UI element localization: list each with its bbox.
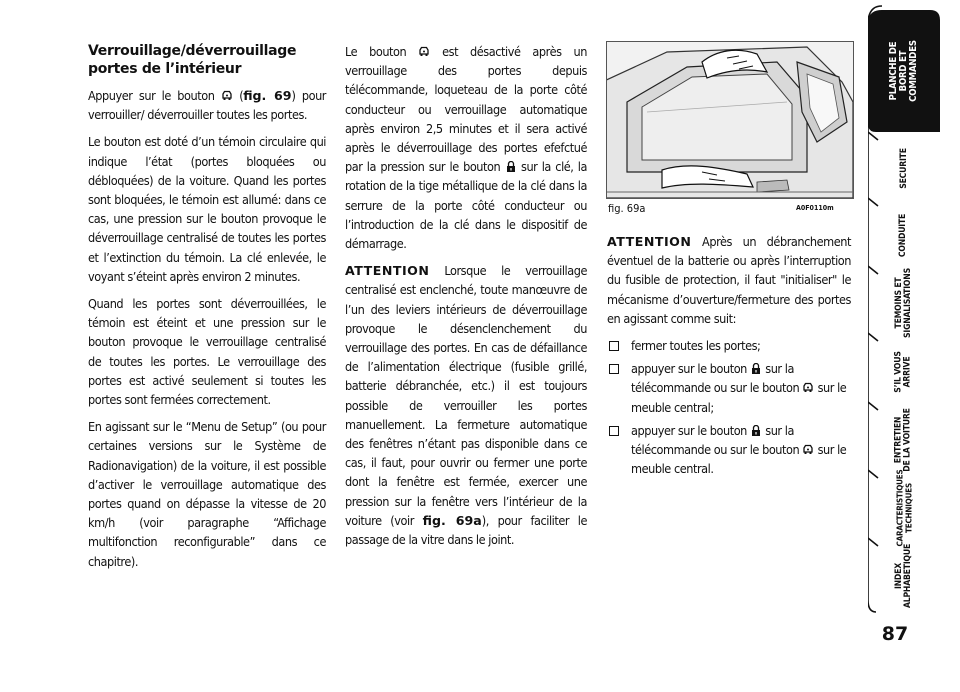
figure-ref: fig. 69 [243,88,292,103]
tab-label: ENTRETIEN [894,416,904,464]
text: sur la clé, la rotation de la tige métallique de la clé dans la serrure de la porte côté conducteur ou l’introduction de la clé dans le dispositif de démarrage. [345,159,587,252]
tab-label: INDEX [894,563,904,590]
tab-label: BORD ET [898,50,909,92]
instruction-list [607,336,851,478]
column-right [607,232,851,482]
paragraph-attention [345,261,587,549]
tab-label: S’IL VOUS [893,351,904,393]
paragraph: En agissant sur le “Menu de Setup” (ou pour certaines versions sur le Système de Radionavigation) de la voiture, il est possible d’activer le verrouillage automatique des portes quand on dépasse la vitesse de 20 km/h (voir paragraphe “Affichage multifonction reconfigurable” dans ce chapitre). [88,419,326,569]
tab-label: TEMOINS ET [893,277,904,329]
car-lock-icon [803,444,813,455]
tab-planche-de-bord[interactable] [868,10,940,132]
checkbox-bullet-icon [609,364,619,374]
padlock-icon [751,363,761,374]
checkbox-bullet-icon [609,341,619,351]
list-item [607,359,851,417]
text: sur le meuble central. [631,442,847,477]
tab-label: COMMANDES [908,40,919,102]
figure-code: A0F0110m [796,204,834,212]
page-number: 87 [881,623,909,645]
text: sur la télécommande ou sur le bouton [631,361,800,396]
text: ) pour verrouiller/ déverrouiller toutes les portes. [88,88,327,123]
car-door-illustration [607,42,853,198]
paragraph: Quand les portes sont déverrouillées, le témoin est éteint et une pression sur le bouton provoque le verrouillage centralisé de toutes les portes. Le verrouillage des portes est activé seulement si toutes les portes sont fermées correctement. [88,296,326,408]
column-left [88,42,326,579]
car-lock-icon [222,90,232,101]
text: fermer toutes les portes; [631,338,761,354]
text: Lorsque le verrouillage centralisé est enclenché, toute manœuvre de l’un des leviers intérieurs de déverrouillage provoque le désenclenchement du verrouillage des portes. En cas de défaillance de l’alimentation électrique (fusible grillé, batterie débranchée, etc.) il est toujours possible de verrouiller les portes manuellement. La fermeture automatique des fenêtres n’étant pas disponible dans ce cas, il faut, pour ouvrir ou fermer une porte dont la fenêtre est fermée, exercer une pression sur la fenêtre vers l’intérieur de la voiture (voir [345,263,587,528]
text: sur le meuble central; [631,380,847,415]
padlock-icon [506,161,516,172]
checkbox-bullet-icon [609,426,619,436]
list-item [607,336,851,355]
tab-label: CARACTERISTIQUES [895,469,904,547]
text: Le bouton [345,44,407,59]
paragraph [345,42,587,253]
tab-temoins[interactable] [868,270,940,336]
tab-label: ALPHABETIQUE [903,543,913,609]
tab-label: CONDUITE [898,213,909,257]
paragraph-intro [88,86,326,124]
tab-label: ARRIVE [902,356,913,388]
paragraph-attention [607,232,851,328]
tab-entretien[interactable] [868,406,940,474]
car-lock-icon [419,46,429,57]
text: sur la télécommande ou sur le bouton [631,422,800,458]
padlock-icon [751,425,761,436]
tab-caracteristiques[interactable] [868,469,940,547]
chapter-sidebar [868,0,960,692]
tab-label: PLANCHE DE [888,41,899,101]
attention-label: ATTENTION [607,234,692,249]
paragraph: Le bouton est doté d’un témoin circulaire qui indique l’état (portes bloquées ou débloquées) de la voiture. Quand les portes sont bloquées, le témoin est allumé: dans ce cas, une pression sur le bouton provoque le déverrouillage centralisé de toutes les portes et l’extinction du témoin. La clé enlevée, le voyant s’éteint après environ 2 minutes. [88,134,326,284]
tab-label: TECHNIQUES [904,483,913,533]
tab-sil-vous-arrive[interactable] [868,338,940,406]
tab-label: SIGNALISATIONS [902,268,913,338]
attention-label: ATTENTION [345,263,430,279]
list-item [607,421,851,479]
text: est désactivé après un verrouillage des portes depuis télécommande, loqueteau de la porte côté conducteur ou verrouillage automatique après environ 2,5 minutes et il sera activé après le déverrouillage des portes efefctué par la pression sur le bouton [345,44,587,175]
text: Appuyer sur le bouton [88,88,215,103]
car-lock-icon [803,382,813,393]
tab-securite[interactable] [868,136,940,200]
section-heading: Verrouillage/déverrouillage portes de l’intérieur [88,43,297,77]
tab-conduite[interactable] [868,202,940,268]
column-middle [345,42,587,557]
tab-index[interactable] [868,542,940,610]
text: appuyer sur le bouton [631,422,747,438]
figure-69a [606,41,854,199]
text: ), pour faciliter le passage de la vitre dans le joint. [345,512,587,548]
figure-caption: fig. 69a [608,202,646,215]
text: ( [239,88,244,103]
tab-label: DE LA VOITURE [903,408,913,472]
figure-ref: fig. 69a [422,512,482,528]
text: appuyer sur le bouton [631,361,747,377]
text: Après un débranchement éventuel de la batterie ou après l’interruption du fusible de protection, il faut "initialiser" le mécanisme d’ouverture/fermeture des portes en agissant comme suit: [607,234,851,326]
tab-label: SECURITE [898,147,909,189]
